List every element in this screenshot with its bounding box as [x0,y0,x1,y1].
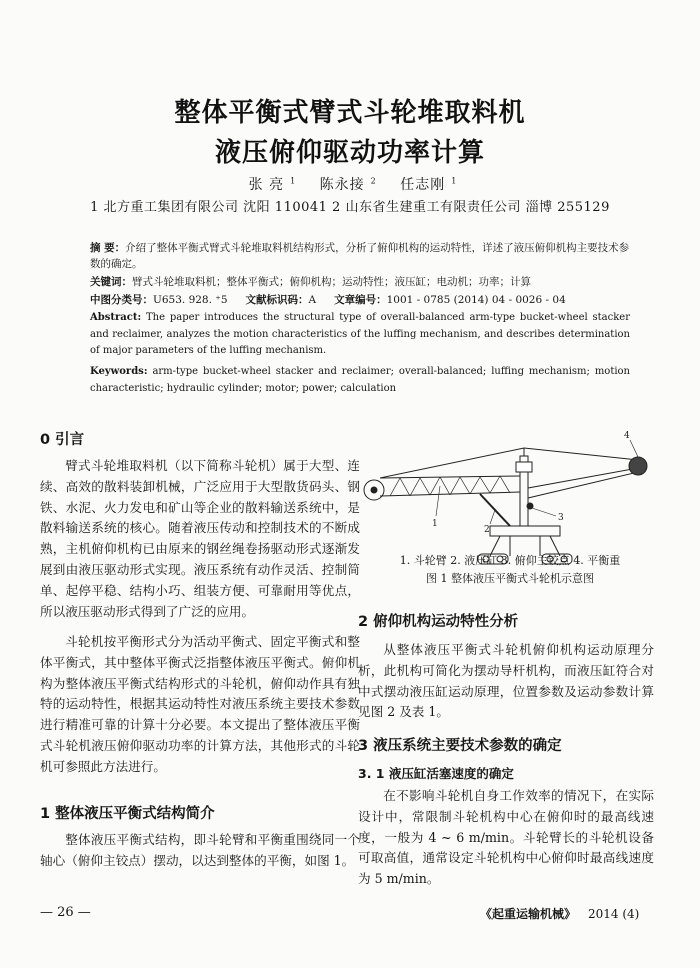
figure-label-2: 2 [484,525,490,535]
author-list [0,174,700,194]
boom-bottom-chord [380,492,520,496]
classification-line: 中图分类号：U653. 928. ⁺5 文献标识码：A 文章编号：1001 - 0785 (2014) 04 - 0026 - 04 [90,294,566,306]
counterweight [629,457,647,475]
journal-footer: 《起重运输机械》 2014 (4) [480,907,640,921]
figure-label-3: 3 [558,513,564,523]
paragraph: 整体液压平衡式结构，即斗轮臂和平衡重围绕同一个轴心（俯仰主铰点）摆动，以达到整体的平衡，如图 1。 [40,832,360,868]
section-heading-0: 0 引言 [40,432,85,448]
paragraph: 从整体液压平衡式斗轮机俯仰机构运动原理分析，此机构可简化为摆动导杆机构，而液压缸符合对中式摆动液压缸运动原理，位置参数及运动参数计算见图 2 及表 1。 [358,642,654,720]
subsection-heading-3-1: 3. 1 液压缸活塞速度的确定 [358,766,514,781]
boom-stay [380,448,524,478]
figure-1-caption: 图 1 整体液压平衡式斗轮机示意图 [426,572,594,585]
paper-title-line2: 液压俯仰驱动功率计算 [214,138,485,168]
paragraph: 在不影响斗轮机自身工作效率的情况下，在实际设计中，常限制斗轮机构中心在俯仰时的最高线速度，一般为 4 ~ 6 m/min。斗轮臂长的斗轮机设备可取高值，通常设定斗轮机构中心俯仰时最高线速度为 5 m/min。 [358,788,654,887]
figure-1-legend: 1. 斗轮臂 2. 液压缸 3. 俯仰主铰点 4. 平衡重 [399,554,621,567]
author: 任志刚 $^1$ [400,176,458,193]
turntable [490,526,560,536]
keywords-cn: 关键词：臂式斗轮堆取料机；整体平衡式；俯仰机构；运动特性；液压缸；电动机；功率；计算 [90,276,531,288]
section-heading-3: 3 液压系统主要技术参数的确定 [358,738,562,754]
paragraph: 臂式斗轮堆取料机（以下简称斗轮机）属于大型、连续、高效的散料装卸机械，广泛应用于大型散货码头、钢铁、水泥、火力发电和矿山等企业的散料输送系统中，是散料输送系统的核心。随着液压传动和控制技术的不断成熟，主机俯仰机构已由原来的钢丝绳卷扬驱动形式逐渐发展到由液压驱动形式实现。液压系统有动作灵活、控制简单、起停平稳、结构小巧、组装方便、可靠耐用等优点，所以液压驱动形式得到了广泛的应用。 [40,458,360,619]
figure-label-4: 4 [624,431,630,441]
counterweight-stay [524,448,638,460]
keywords-en: Keywords: arm-type bucket-wheel stacker and reclaimer; overall-balanced; luffing mechanism; motion characteristic; hydraulic cylinder; motor; power; calculation [90,366,630,394]
section-heading-2: 2 俯仰机构运动特性分析 [358,614,519,630]
author: 陈永接 $^2$ [319,176,377,193]
section-heading-1: 1 整体液压平衡式结构简介 [40,806,215,822]
affiliation: 1 北方重工集团有限公司 沈阳 110041 2 山东省生建重工有限责任公司 淄博 255129 [90,200,610,215]
page-number: — 26 — [40,905,91,920]
paragraph: 斗轮机按平衡形式分为活动平衡式、固定平衡式和整体平衡式，其中整体平衡式泛指整体液压平衡式。俯仰机构为整体液压平衡式结构形式的斗轮机，俯仰动作具有独特的运动特性，根据其运动特性对液压系统主要技术参数进行精准可靠的计算十分必要。本文提出了整体液压平衡式斗轮机液压俯仰驱动功率的计算方法，其他形式的斗轮机可参照此方法进行。 [40,634,360,774]
author: 张 亮 $^1$ [248,176,297,193]
paper-title-line1: 整体平衡式臂式斗轮堆取料机 [174,98,526,128]
abstract-en: Abstract: The paper introduces the structural type of overall-balanced arm-type bucket-wheel stacker and reclaimer, analyzes the motion characteristics of the luffing mechanism, and describes determination of major parameters of the luffing mechanism. [90,312,630,356]
figure-label-1: 1 [432,519,438,529]
abstract-cn: 摘 要：介绍了整体平衡式臂式斗轮堆取料机结构形式，分析了俯仰机构的运动特性，详述了液压俯仰机构主要技术参数的确定。 [90,242,630,270]
